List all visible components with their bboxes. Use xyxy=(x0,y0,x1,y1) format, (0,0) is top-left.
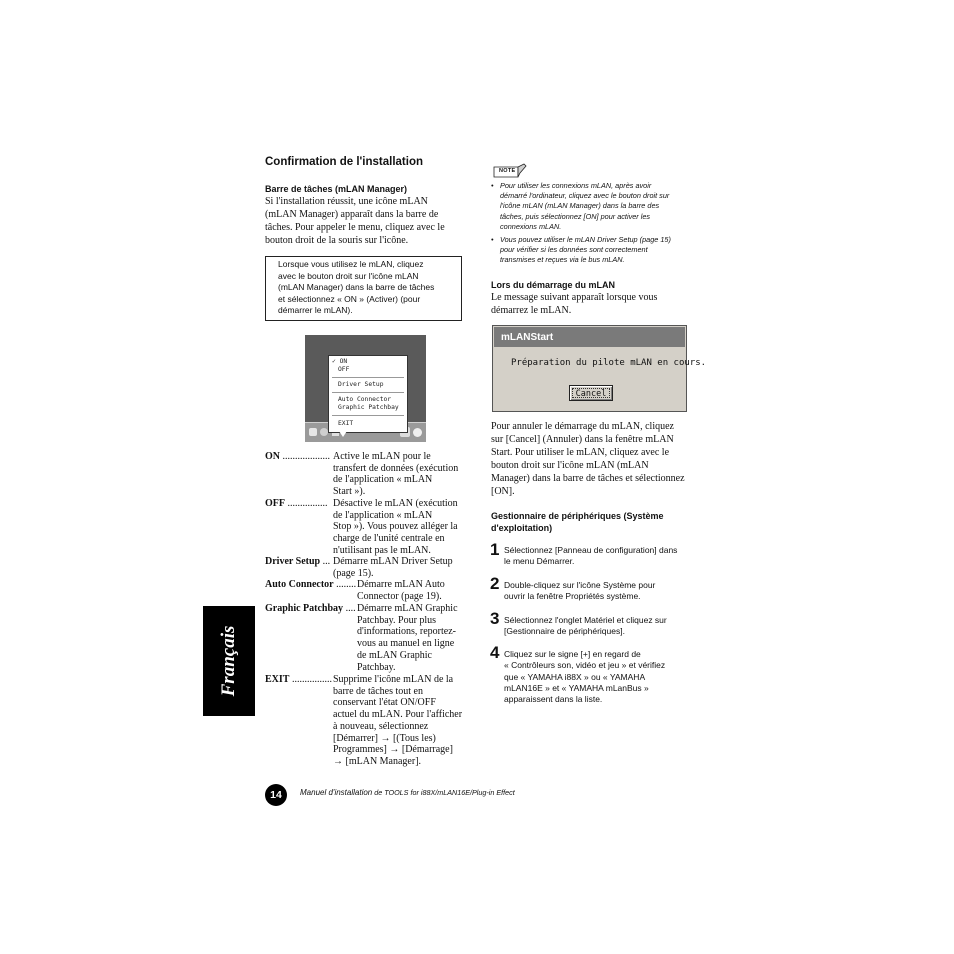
note-list xyxy=(491,181,691,269)
intro-paragraph: Si l'installation réussit, une icône mLAN (mLAN Manager) apparaît dans la barre de tâches. Pour appeler le menu, cliquez avec le bouton droit de la souris sur l'icône. xyxy=(265,196,445,246)
context-menu xyxy=(328,355,408,433)
sub-heading-taskbar: Barre de tâches (mLAN Manager) xyxy=(265,184,408,194)
tray-icon xyxy=(320,428,328,436)
tray-icon xyxy=(309,428,317,436)
step-number: 4 xyxy=(490,643,500,662)
step-number: 1 xyxy=(490,540,500,559)
menu-item-exit[interactable]: EXIT xyxy=(338,420,354,427)
menu-item-off[interactable]: OFF xyxy=(338,366,350,373)
section-heading: Confirmation de l'installation xyxy=(265,156,423,168)
definition-list: ON ................... Active le mLAN pour le transfert de données (exécution de l'application « mLAN Start »). OFF ................ Désactive le mLAN (exécution de l'application « mLAN Stop »). Vous pouvez alléger la charge de l'unité centrale en n'utilisant pas le mLAN. Driver Setup ... Démarre mLAN Driver Setup (page 15). Auto Connector ........ Démarre mLAN Auto Connector (page 19). Graphic Patchbay .... Démarre mLAN Graphic Patchbay. Pour plus d'informations, reportez- vous au manuel en ligne de mLAN Graphic Patchbay. EXIT ................ Supprime l'icône mLAN de la barre de tâches tout en conservant l'état ON/OFF actuel du mLAN. Pour l'afficher à nouveau, sélectionnez [Démarrer] → [(Tous les) Programmes] → [Démarrage] → [mLAN Manager]. xyxy=(265,451,463,767)
menu-divider xyxy=(332,415,404,416)
dialog-title-bar xyxy=(494,327,685,347)
cancel-button-label: Cancel xyxy=(572,388,610,398)
cancel-paragraph: Pour annuler le démarrage du mLAN, cliquez sur [Cancel] (Annuler) dans la fenêtre mLAN Start. Pour utiliser le mLAN, cliquez avec le bouton droit sur l'icône mLAN (mLAN Manager) dans la barre de tâches et sélectionnez [ON]. xyxy=(491,421,685,497)
cancel-button[interactable] xyxy=(569,385,613,401)
step-number: 2 xyxy=(490,574,500,593)
page-number: 14 xyxy=(265,784,287,806)
note-item: • Vous pouvez utiliser le mLAN Driver Setup (page 15) pour vérifier si les données sont correctement transmises et reçues via le bus mLAN. xyxy=(491,235,671,265)
menu-divider xyxy=(332,392,404,393)
step-number: 3 xyxy=(490,609,500,628)
menu-item-auto-connector[interactable]: Auto Connector xyxy=(338,396,392,403)
step-text: Sélectionnez l'onglet Matériel et cliquez sur [Gestionnaire de périphériques]. xyxy=(504,615,667,637)
tray-icon xyxy=(413,428,422,437)
note-label: NOTE xyxy=(499,168,516,174)
menu-item-driver-setup[interactable]: Driver Setup xyxy=(338,381,384,388)
menu-item-graphic-patchbay[interactable]: Graphic Patchbay xyxy=(338,404,399,411)
language-label: Français xyxy=(218,625,239,697)
dialog-message: Préparation du pilote mLAN en cours. xyxy=(511,358,707,368)
sub-heading-startup: Lors du démarrage du mLAN xyxy=(491,280,616,290)
step-text: Sélectionnez [Panneau de configuration] dans le menu Démarrer. xyxy=(504,545,678,567)
footer-title: Manuel d'installation de TOOLS for i88X/mLAN16E/Plug-in Effect xyxy=(300,788,515,797)
step-text: Double-cliquez sur l'icône Système pour ouvrir la fenêtre Propriétés système. xyxy=(504,580,656,602)
step-text: Cliquez sur le signe [+] en regard de « Contrôleurs son, vidéo et jeu » et vérifiez que « YAMAHA i88X » ou « YAMAHA mLAN16E » et « YAMAHA mLanBus » apparaissent dans la liste. xyxy=(504,649,666,705)
language-side-tab xyxy=(203,606,255,716)
note-badge xyxy=(493,163,527,179)
mouse-cursor-icon xyxy=(339,431,347,437)
dialog-title: mLANStart xyxy=(501,332,554,343)
taskbar-menu-screenshot xyxy=(305,335,426,442)
menu-item-on[interactable]: ✓ ON xyxy=(332,358,348,365)
tip-box: Lorsque vous utilisez le mLAN, cliquez avec le bouton droit sur l'icône mLAN (mLAN Manager) dans la barre de tâches et sélectionnez « ON » (Activer) (pour démarrer le mLAN). xyxy=(265,256,462,321)
sub-heading-device-manager: Gestionnaire de périphériques (Système d'exploitation) xyxy=(491,511,664,533)
note-item: • Pour utiliser les connexions mLAN, après avoir démarré l'ordinateur, cliquez avec le bouton droit sur l'icône mLAN (mLAN Manager) dans la barre des tâches, puis sélectionnez [ON] pour activer les connexions mLAN. xyxy=(491,181,670,231)
menu-divider xyxy=(332,377,404,378)
mlanstart-dialog xyxy=(492,325,707,412)
startup-paragraph: Le message suivant apparaît lorsque vous démarrez le mLAN. xyxy=(491,292,658,316)
